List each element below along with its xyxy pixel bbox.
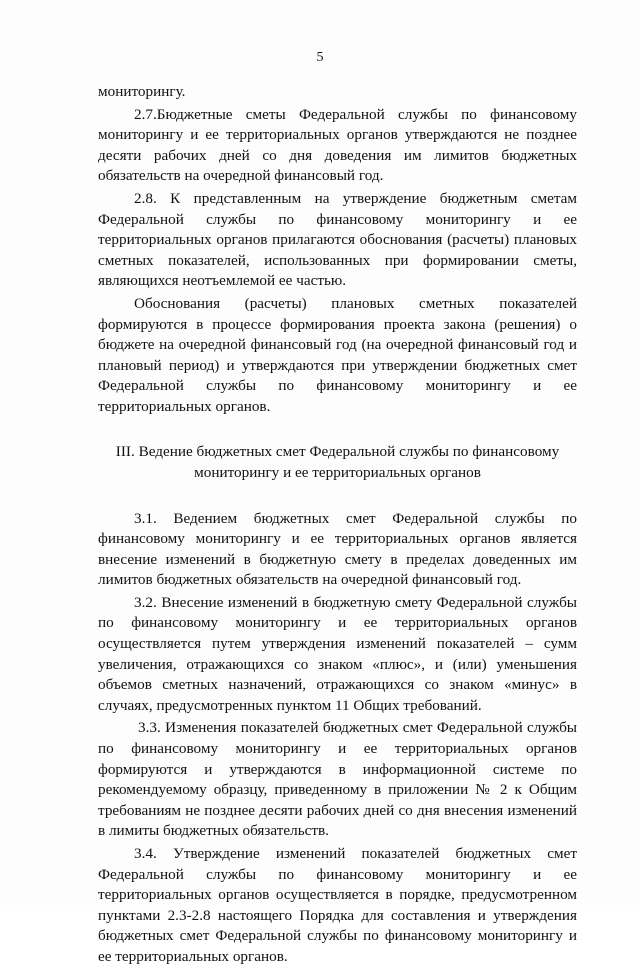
section-heading xyxy=(106,441,569,483)
paragraph-continuation: мониторингу. xyxy=(98,83,186,100)
paragraph-3-1: 3.1. Ведением бюджетных смет Федеральной службы по финансовому мониторингу и ее территориальных органов является внесение изменений в бюджетную смету в пределах доведенных им лимитов бюджетных обязательств на очередной финансовый год. xyxy=(98,509,577,589)
section-heading-line-2: мониторингу и ее территориальных органов xyxy=(194,463,481,481)
paragraph-2-7: 2.7.Бюджетные сметы Федеральной службы по финансовому мониторингу и ее территориальных органов утверждаются не позднее десяти рабочих дней со дня доведения им лимитов бюджетных обязательств на очередной финансовый год. xyxy=(98,105,577,185)
paragraph-justifications: Обоснования (расчеты) плановых сметных показателей формируются в процессе формирования проекта закона (решения) о бюджете на очередной финансовый год (на очередной финансовый год и плановый период) и утверждаются при утверждении бюджетных смет Федеральной службы по финансовому мониторингу и ее территориальных органов. xyxy=(98,294,577,415)
paragraph-3-3: 3.3. Изменения показателей бюджетных смет Федеральной службы по финансовому мониторингу и ее территориальных органов формируются и утверждаются в информационной системе по рекомендуемому образцу, приведенному в приложении № 2 к Общим требованиям не позднее десяти рабочих дней со дня внесения изменений в лимиты бюджетных обязательств. xyxy=(98,719,577,840)
document-body xyxy=(98,82,577,968)
section-heading-line-1: III. Ведение бюджетных смет Федеральной службы по финансовому xyxy=(115,442,560,460)
paragraph-2-8: 2.8. К представленным на утверждение бюджетным сметам Федеральной службы по финансовому мониторингу и ее территориальных органов прилагаются обоснования (расчеты) плановых сметных показателей, использованных при формировании сметы, являющихся неотъемлемой ее частью. xyxy=(98,189,577,290)
paragraph-3-2: 3.2. Внесение изменений в бюджетную смету Федеральной службы по финансовому мониторингу и ее территориальных органов осуществляется путем утверждения изменений показателей – сумм увеличения, отражающихся со знаком «плюс», и (или) уменьшения объемов сметных назначений, отражающихся со знаком «минус» в случаях, предусмотренных пунктом 11 Общих требований. xyxy=(98,593,577,714)
paragraph-3-4: 3.4. Утверждение изменений показателей бюджетных смет Федеральной службы по финансовому мониторингу и ее территориальных органов осуществляется в порядке, предусмотренном пунктами 2.3-2.8 настоящего Порядка для составления и утверждения бюджетных смет Федеральной службы по финансовому мониторингу и ее территориальных органов. xyxy=(98,845,577,965)
page-number: 5 xyxy=(316,50,324,65)
